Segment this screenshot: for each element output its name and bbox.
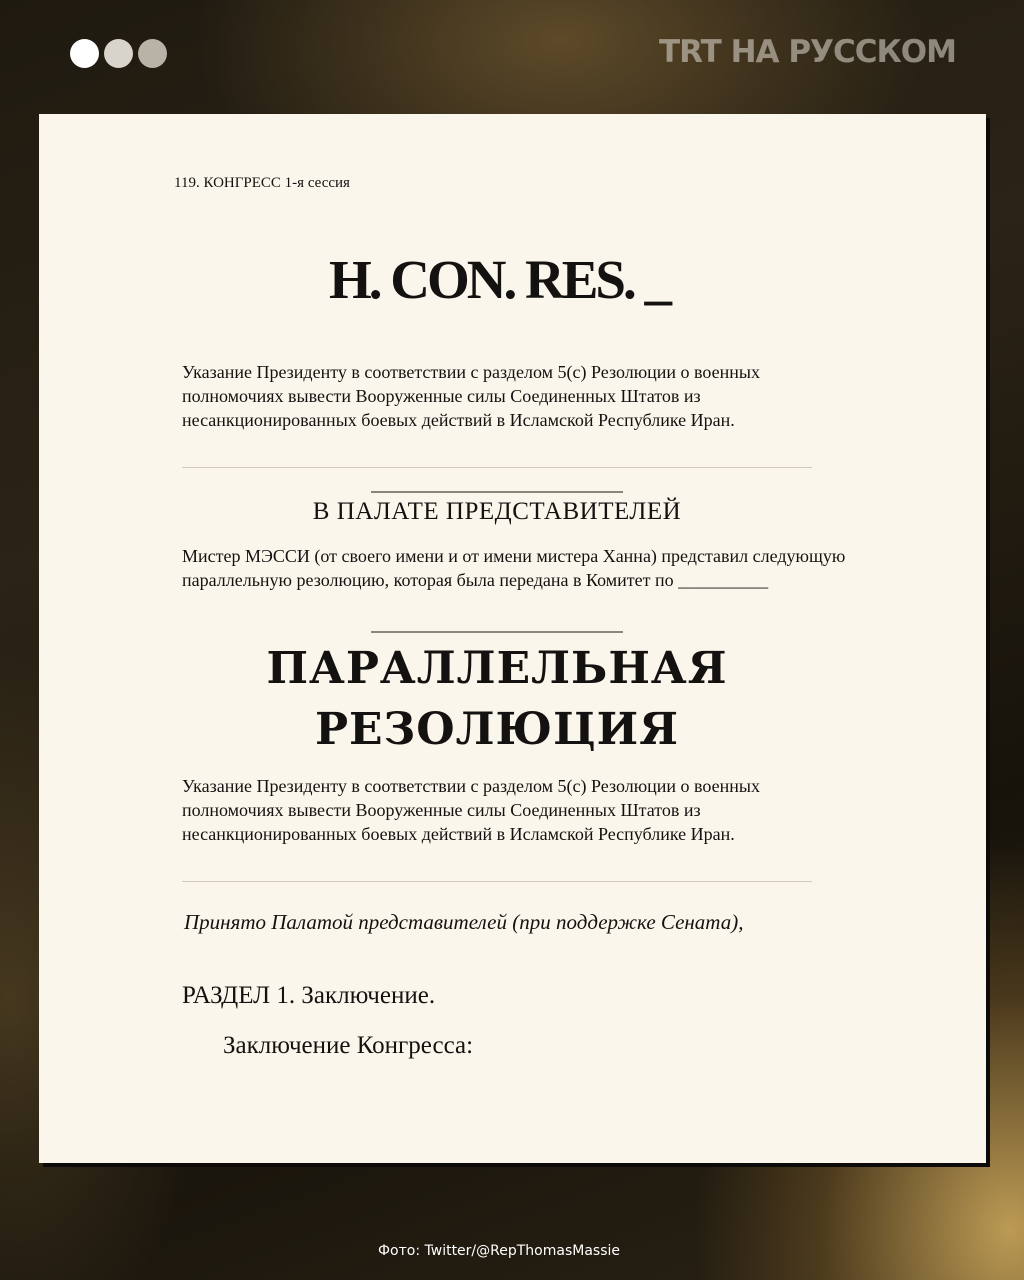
photo-credit: Фото: Twitter/@RepThomasMassie	[378, 1243, 620, 1259]
section-heading: РАЗДЕЛ 1. Заключение.	[182, 982, 436, 1009]
sponsor-text: Мистер МЭССИ (от своего имени и от имени мистера Ханна) представил следующую параллельную резолюцию, которая была передана в Комитет по __________	[182, 546, 846, 590]
session-line: 119. КОНГРЕСС 1-я сессия	[174, 175, 350, 191]
divider	[182, 467, 812, 468]
short-divider	[371, 491, 623, 493]
house-heading: В ПАЛАТЕ ПРЕДСТАВИТЕЛЕЙ	[312, 498, 682, 525]
divider	[182, 881, 812, 882]
resolution-title-line2: РЕЗОЛЮЦИЯ	[314, 704, 680, 755]
dot-icon	[70, 39, 99, 68]
dot-icon	[104, 39, 133, 68]
dot-icon	[138, 39, 167, 68]
resolution-title-line1: ПАРАЛЛЕЛЬНАЯ	[266, 643, 728, 694]
bill-number: H. CON. RES. _	[329, 249, 669, 310]
summary-bottom: Указание Президенту в соответствии с разделом 5(c) Резолюции о военных полномочиях вывести Вооруженные силы Соединенных Штатов из несанкционированных боевых действий в Исламской Республике Иран.	[182, 776, 760, 844]
summary-top: Указание Президенту в соответствии с разделом 5(c) Резолюции о военных полномочиях вывести Вооруженные силы Соединенных Штатов из несанкционированных боевых действий в Исламской Республике Иран.	[182, 362, 760, 430]
document-paper	[39, 114, 986, 1163]
short-divider	[371, 631, 623, 633]
brand-logo: TRT НА РУССКОМ	[659, 34, 956, 70]
findings-heading: Заключение Конгресса:	[223, 1032, 474, 1059]
resolution-title	[39, 638, 955, 760]
window-dots	[70, 39, 167, 68]
resolved-clause: Принято Палатой представителей (при поддержке Сената),	[184, 910, 744, 934]
